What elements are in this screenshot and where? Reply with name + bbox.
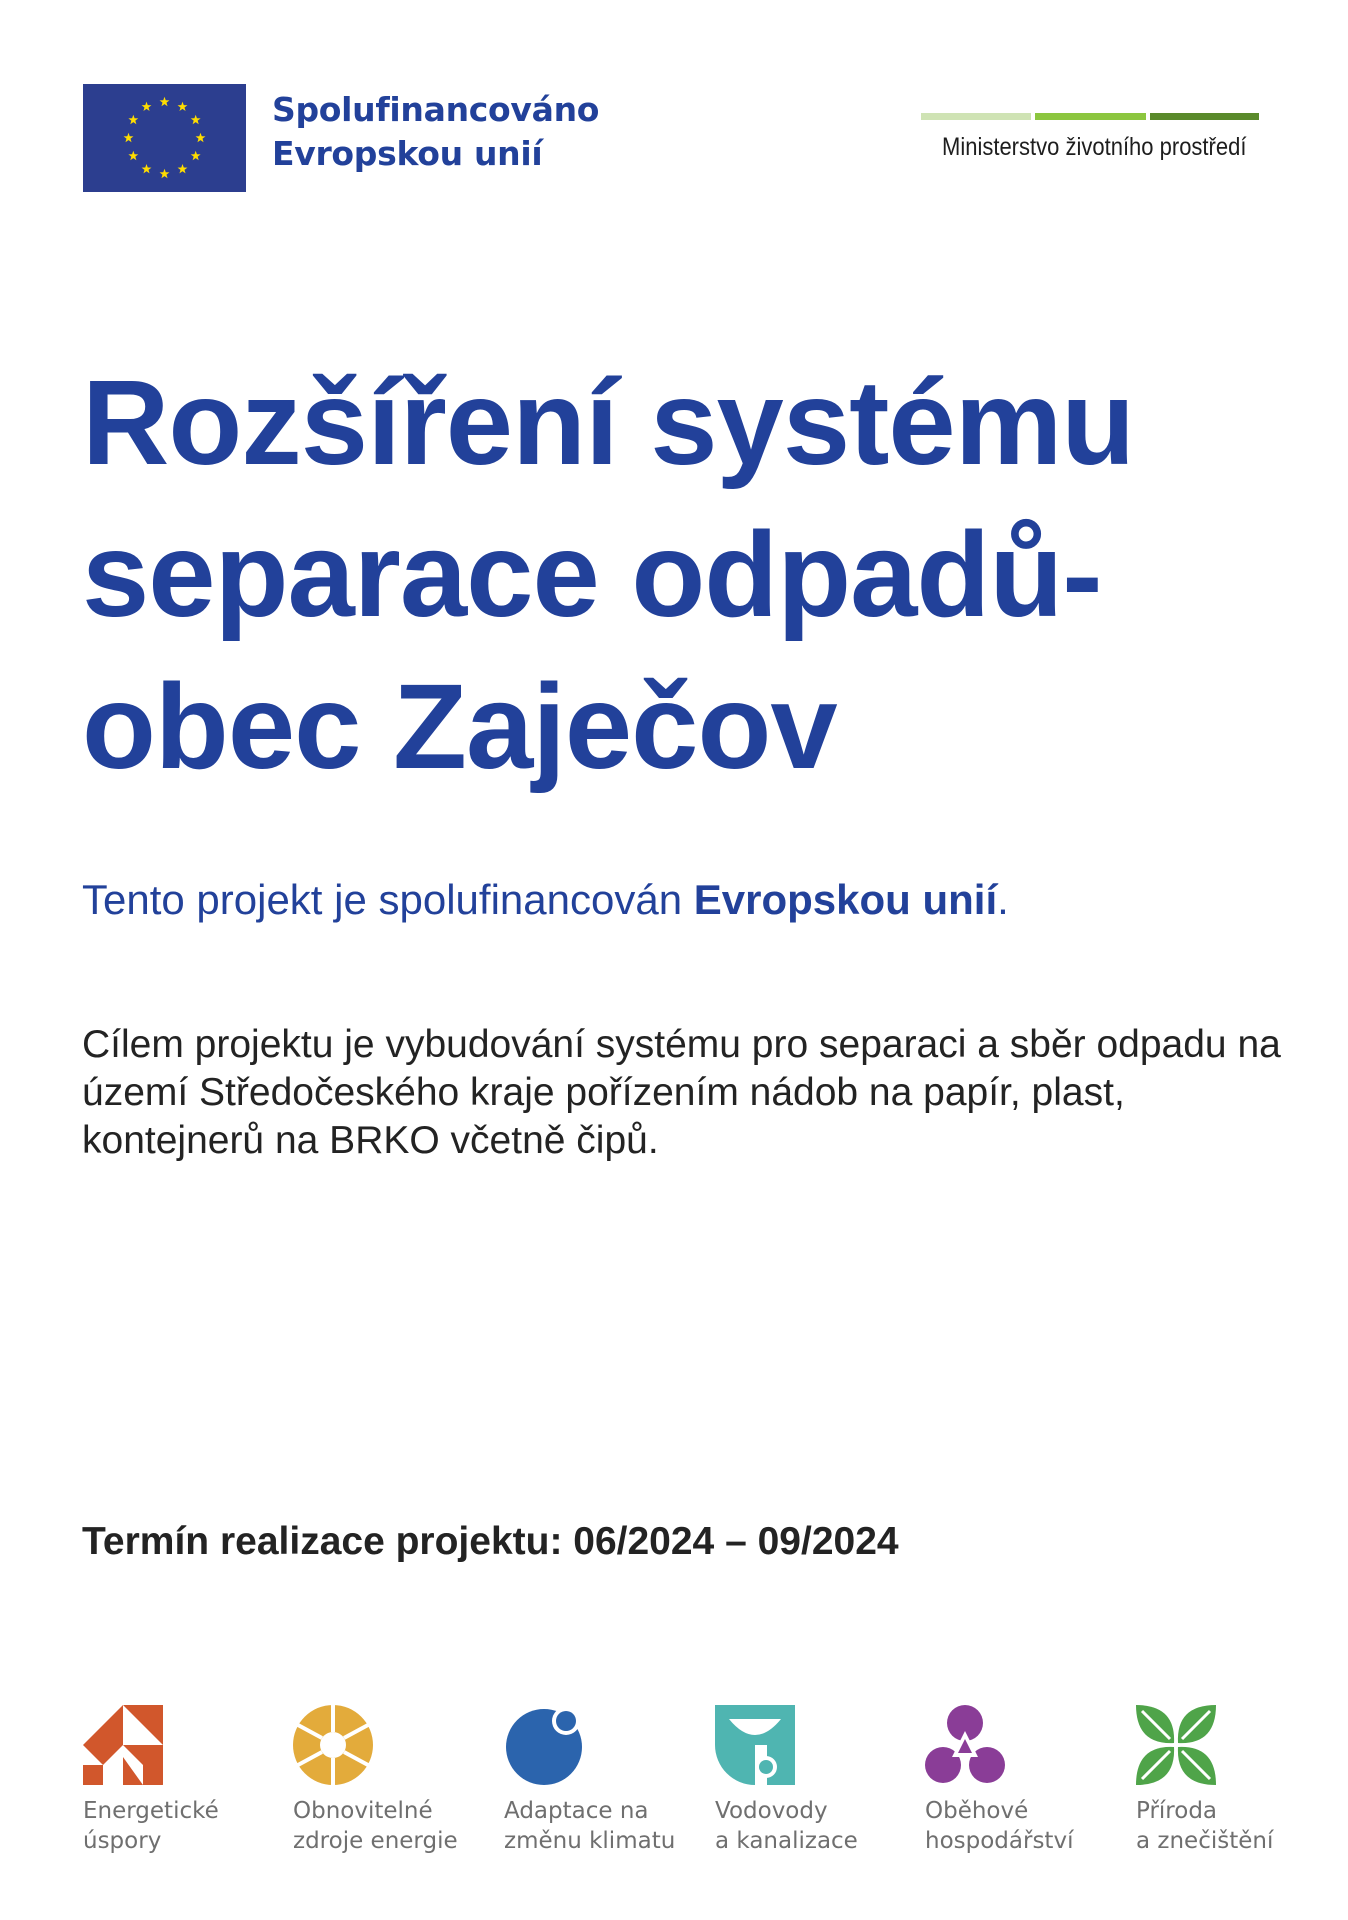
page-title [82,346,1134,802]
title-line1: Rozšíření systému [82,354,1135,490]
theme-water-sewerage-label [715,1796,915,1856]
theme-label-line2: zdroje energie [293,1828,458,1854]
project-description: Cílem projektu je vybudování systému pro separaci a sběr odpadu na území Středočeského kraje pořízením nádob na papír, plast, kontejnerů na BRKO včetně čipů. [82,1023,1281,1162]
theme-label-line2: změnu klimatu [504,1828,676,1854]
eu-cofunding-line1: Spolufinancováno [272,90,600,129]
theme-label-line2: a znečištění [1136,1828,1274,1854]
theme-nature-pollution-label [1136,1796,1336,1856]
eu-star-icon [128,151,138,160]
theme-circular-economy-label [925,1796,1125,1856]
cofunding-statement-suffix: . [997,876,1009,923]
eu-star-icon [191,115,201,124]
theme-label-line1: Příroda [1136,1798,1218,1824]
eu-star-icon [196,133,206,142]
eu-cofunding-text [272,88,599,176]
cofunding-statement-bold: Evropskou unií [693,876,998,923]
eu-star-icon [142,102,152,111]
eu-star-icon [191,151,201,160]
theme-label-line1: Obnovitelné [293,1798,433,1824]
ministry-bar-light [921,113,1031,120]
cofunding-statement-prefix: Tento projekt je spolufinancován [82,876,694,923]
theme-energy-savings [83,1705,283,1856]
theme-label-line1: Adaptace na [504,1798,649,1824]
theme-water-sewerage [715,1705,915,1856]
renewable-energy-icon [293,1705,373,1785]
eu-star-icon [128,115,138,124]
eu-star-icon [160,169,170,178]
eu-star-icon [124,133,134,142]
ministry-logo-bars [921,113,1259,120]
energy-savings-icon [83,1705,163,1785]
theme-label-line2: hospodářství [925,1828,1074,1854]
theme-renewable-energy [293,1705,493,1856]
theme-energy-savings-label [83,1796,283,1856]
theme-climate-adaptation [504,1705,704,1856]
theme-label-line1: Energetické [83,1798,219,1824]
title-line2: separace odpadů- [82,506,1102,642]
eu-cofunding-line2: Evropskou unií [272,134,543,173]
eu-star-icon [178,102,188,111]
climate-adaptation-icon [504,1705,584,1785]
water-sewerage-icon [715,1705,795,1785]
theme-circular-economy [925,1705,1125,1856]
title-line3: obec Zaječov [82,658,837,794]
eu-star-icon [160,97,170,106]
theme-nature-pollution [1136,1705,1336,1856]
theme-renewable-energy-label [293,1796,493,1856]
theme-climate-adaptation-label [504,1796,704,1856]
ministry-bar-dark [1150,113,1259,120]
ministry-name: Ministerstvo životního prostředí [942,133,1247,161]
theme-icons-row [0,1705,1348,1865]
theme-label-line2: a kanalizace [715,1828,858,1854]
theme-label-line2: úspory [83,1828,162,1854]
eu-star-icon [142,164,152,173]
theme-label-line1: Vodovody [715,1798,828,1824]
project-term: Termín realizace projektu: 06/2024 – 09/2024 [82,1520,899,1563]
circular-economy-icon [925,1705,1005,1785]
eu-star-icon [178,164,188,173]
cofunding-statement [82,875,1009,925]
nature-pollution-icon [1136,1705,1216,1785]
theme-label-line1: Oběhové [925,1798,1029,1824]
eu-flag-icon [83,84,246,192]
ministry-bar-mid [1035,113,1146,120]
